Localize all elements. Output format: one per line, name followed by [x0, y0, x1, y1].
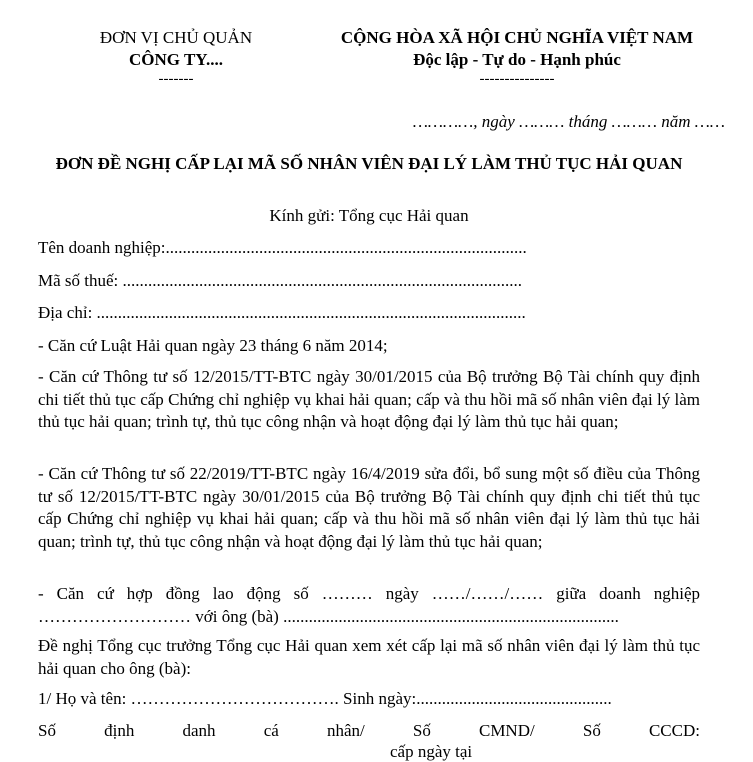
legal-basis-item: - Căn cứ Luật Hải quan ngày 23 tháng 6 năm 2014;	[38, 336, 388, 355]
request-paragraph: Đề nghị Tổng cục trưởng Tổng cục Hải quan xem xét cấp lại mã số nhân viên đại lý làm thủ tục hải quan cho ông (bà):	[38, 636, 700, 678]
document-title: ĐƠN ĐỀ NGHỊ CẤP LẠI MÃ SỐ NHÂN VIÊN ĐẠI LÝ LÀM THỦ TỤC HẢI QUAN	[55, 154, 683, 173]
id-issue-line: cấp ngày tại	[390, 742, 473, 761]
header-right-divider: ---------------	[479, 71, 555, 87]
salutation: Kính gửi: Tổng cục Hải quan	[269, 206, 469, 225]
national-motto: Độc lập - Tự do - Hạnh phúc	[413, 50, 621, 69]
company-label: CÔNG TY....	[129, 50, 223, 69]
header-left-divider: -------	[158, 71, 194, 87]
company-name-field: Tên doanh nghiệp:.....................................................................................	[38, 238, 527, 257]
id-number-field: Số định danh cá nhân/ Số CMND/ Số CCCD:	[38, 721, 700, 740]
header-right	[312, 27, 722, 87]
national-title: CỘNG HÒA XÃ HỘI CHỦ NGHĨA VIỆT NAM	[340, 28, 694, 47]
date-line: …………, ngày ……… tháng ……… năm ……	[412, 112, 725, 131]
full-name-field: 1/ Họ và tên: ………………………………. Sinh ngày:..............................................	[38, 689, 612, 708]
legal-basis-item: - Căn cứ Thông tư số 22/2019/TT-BTC ngày 16/4/2019 sửa đổi, bổ sung một số điều của Thông tư số 12/2015/TT-BTC ngày 30/01/2015 của Bộ trưởng Bộ Tài chính quy định chi tiết thủ tục cấp Chứng chỉ nghiệp vụ khai hải quan; cấp và thu hồi mã số nhân viên đại lý làm thủ tục hải quan; trình tự, thủ tục công nhận và hoạt động đại lý làm thủ tục hải quan;	[38, 464, 700, 551]
legal-basis-item: - Căn cứ hợp đồng lao động số ……… ngày ……/……/…… giữa doanh nghiệp ……………………… với ông (bà) ...............................................................................	[38, 584, 700, 626]
address-field: Địa chỉ: .....................................................................................................	[38, 303, 526, 322]
managing-unit-label: ĐƠN VỊ CHỦ QUẢN	[99, 28, 253, 47]
header-left	[38, 27, 314, 87]
legal-basis-item: - Căn cứ Thông tư số 12/2015/TT-BTC ngày 30/01/2015 của Bộ trưởng Bộ Tài chính quy định chi tiết thủ tục cấp Chứng chỉ nghiệp vụ khai hải quan; cấp và thu hồi mã số nhân viên đại lý làm thủ tục hải quan; trình tự, thủ tục công nhận và hoạt động đại lý làm thủ tục hải quan;	[38, 367, 700, 431]
tax-code-field: Mã số thuế: ..............................................................................................	[38, 271, 523, 290]
